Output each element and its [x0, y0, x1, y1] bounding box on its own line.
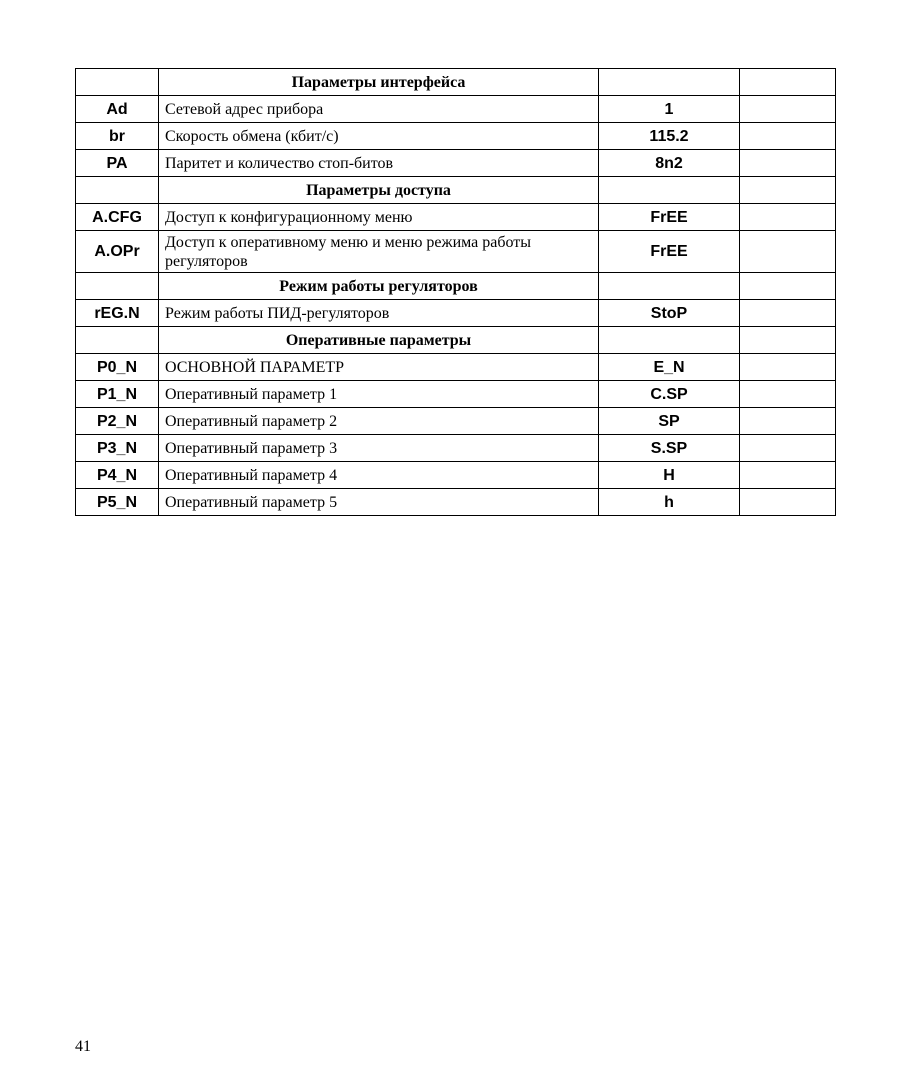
parameter-value: 1 — [599, 96, 740, 123]
table-row — [76, 435, 836, 462]
section-title: Оперативные параметры — [159, 327, 599, 354]
empty-cell — [76, 327, 159, 354]
parameter-value: H — [599, 462, 740, 489]
empty-cell — [740, 354, 836, 381]
empty-cell — [599, 273, 740, 300]
parameter-value: S.SP — [599, 435, 740, 462]
table-row — [76, 354, 836, 381]
table-row — [76, 300, 836, 327]
parameter-description: Оперативный параметр 1 — [159, 381, 599, 408]
parameter-description: Оперативный параметр 3 — [159, 435, 599, 462]
parameter-code: P2_N — [76, 408, 159, 435]
table-row — [76, 489, 836, 516]
parameter-description: Доступ к оперативному меню и меню режима работы регуляторов — [159, 231, 599, 273]
parameter-code: A.CFG — [76, 204, 159, 231]
section-title: Параметры доступа — [159, 177, 599, 204]
parameter-value: FrEE — [599, 204, 740, 231]
parameter-code: P1_N — [76, 381, 159, 408]
parameter-value: StoP — [599, 300, 740, 327]
section-title: Параметры интерфейса — [159, 69, 599, 96]
table-row — [76, 123, 836, 150]
table-row — [76, 462, 836, 489]
empty-cell — [740, 231, 836, 273]
empty-cell — [740, 123, 836, 150]
parameter-value: SP — [599, 408, 740, 435]
table-row — [76, 150, 836, 177]
table-row — [76, 408, 836, 435]
parameter-code: br — [76, 123, 159, 150]
empty-cell — [740, 462, 836, 489]
parameter-code: P5_N — [76, 489, 159, 516]
empty-cell — [740, 300, 836, 327]
parameters-table — [75, 68, 836, 516]
empty-cell — [740, 408, 836, 435]
parameter-description: Сетевой адрес прибора — [159, 96, 599, 123]
parameter-code: Ad — [76, 96, 159, 123]
empty-cell — [740, 69, 836, 96]
table-row — [76, 381, 836, 408]
empty-cell — [599, 327, 740, 354]
section-header-row — [76, 69, 836, 96]
parameter-code: P4_N — [76, 462, 159, 489]
empty-cell — [740, 204, 836, 231]
parameter-description: Паритет и количество стоп-битов — [159, 150, 599, 177]
parameter-description: ОСНОВНОЙ ПАРАМЕТР — [159, 354, 599, 381]
empty-cell — [740, 273, 836, 300]
parameter-value: h — [599, 489, 740, 516]
parameter-value: FrEE — [599, 231, 740, 273]
parameter-value: 8n2 — [599, 150, 740, 177]
empty-cell — [740, 177, 836, 204]
empty-cell — [740, 435, 836, 462]
empty-cell — [76, 69, 159, 96]
parameter-code: P3_N — [76, 435, 159, 462]
empty-cell — [599, 69, 740, 96]
table-row — [76, 96, 836, 123]
parameter-value: E_N — [599, 354, 740, 381]
empty-cell — [599, 177, 740, 204]
section-header-row — [76, 177, 836, 204]
page-number: 41 — [75, 1038, 91, 1055]
parameter-code: P0_N — [76, 354, 159, 381]
parameter-description: Оперативный параметр 5 — [159, 489, 599, 516]
empty-cell — [740, 327, 836, 354]
table-row — [76, 204, 836, 231]
parameter-value: 115.2 — [599, 123, 740, 150]
empty-cell — [740, 150, 836, 177]
section-title: Режим работы регуляторов — [159, 273, 599, 300]
section-header-row — [76, 273, 836, 300]
parameter-code: rEG.N — [76, 300, 159, 327]
empty-cell — [740, 96, 836, 123]
parameter-value: C.SP — [599, 381, 740, 408]
parameter-description: Оперативный параметр 2 — [159, 408, 599, 435]
parameter-description: Скорость обмена (кбит/с) — [159, 123, 599, 150]
parameter-code: PA — [76, 150, 159, 177]
parameter-description: Режим работы ПИД-регуляторов — [159, 300, 599, 327]
section-header-row — [76, 327, 836, 354]
empty-cell — [740, 381, 836, 408]
parameter-code: A.OPr — [76, 231, 159, 273]
empty-cell — [740, 489, 836, 516]
table-row — [76, 231, 836, 273]
empty-cell — [76, 273, 159, 300]
parameter-description: Оперативный параметр 4 — [159, 462, 599, 489]
empty-cell — [76, 177, 159, 204]
parameter-description: Доступ к конфигурационному меню — [159, 204, 599, 231]
